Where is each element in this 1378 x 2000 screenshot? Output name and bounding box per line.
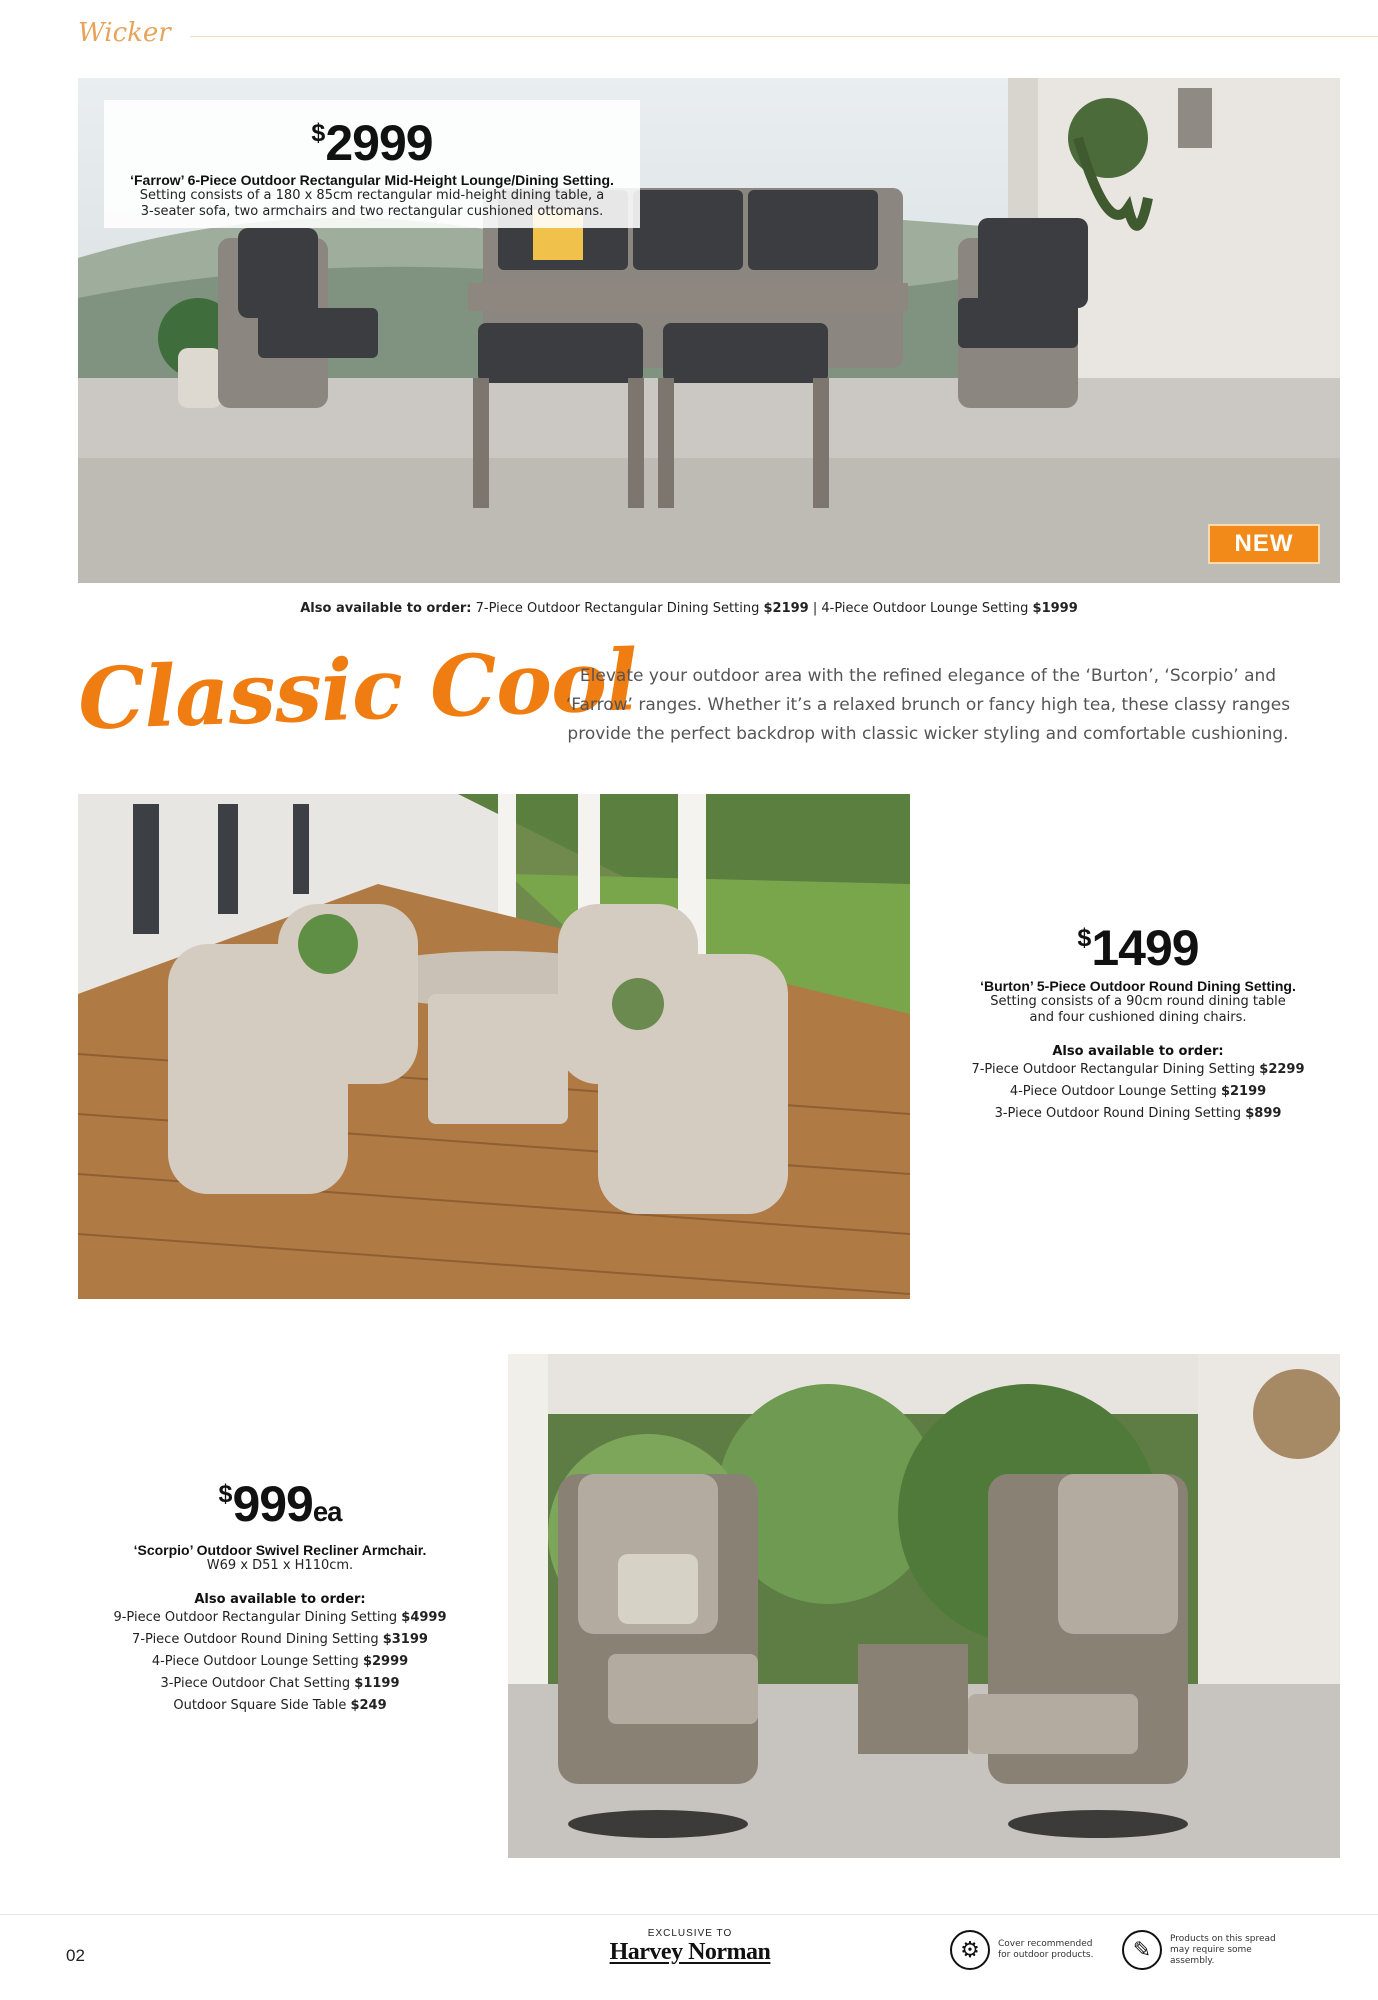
burton-also-item-name: 4-Piece Outdoor Lounge Setting (1009, 1083, 1217, 1099)
brand-logo: Harvey Norman (609, 1939, 771, 1965)
burton-price (950, 912, 1326, 974)
scorpio-price (90, 1468, 470, 1538)
hero-desc-line-1: Setting consists of a 180 x 85cm rectangular mid-height dining table, a (139, 187, 605, 203)
page-number: 02 (66, 1946, 85, 1965)
assembly-note-text (1170, 1934, 1290, 1967)
cover-note-text (998, 1939, 1118, 1961)
burton-photo (78, 794, 910, 1299)
scorpio-price-amount: 999 (232, 1475, 313, 1532)
burton-also-item (950, 1081, 1326, 1103)
scorpio-dims: W69 x D51 x H110cm. (206, 1557, 354, 1573)
footer-rule (0, 1914, 1378, 1915)
scorpio-also-item (90, 1629, 470, 1651)
scorpio-also-item (90, 1673, 470, 1695)
burton-desc-line-1: Setting consists of a 90cm round dining table (990, 993, 1286, 1009)
assembly-note-line-2: may require some assembly. (1170, 1944, 1252, 1966)
assembly-note (1122, 1930, 1290, 1970)
section-rule (190, 36, 1378, 37)
section-tag: Wicker (78, 18, 171, 48)
new-badge: NEW (1208, 524, 1320, 564)
scorpio-info (90, 1468, 470, 1717)
burton-also-item-price: $2199 (1220, 1083, 1267, 1099)
hero-price-card (104, 100, 640, 228)
cover-note (950, 1930, 1118, 1970)
burton-also-item-price: $2299 (1259, 1061, 1305, 1077)
scorpio-also-item-name: 7-Piece Outdoor Round Dining Setting (132, 1631, 379, 1647)
burton-price-amount: 1499 (1091, 919, 1199, 976)
headline: Classic Cool (76, 630, 639, 749)
hero-price-currency: $ (311, 119, 325, 147)
scorpio-price-suffix: ea (312, 1495, 342, 1527)
intro-line-1: Elevate your outdoor area with the refined elegance of the ‘Burton’, ‘Scorpio’ and (579, 666, 1277, 686)
burton-also-item-price: $899 (1245, 1105, 1282, 1121)
burton-price-currency: $ (1077, 924, 1091, 952)
hero-also-price-1: $2199 (763, 601, 809, 616)
burton-also-item-name: 7-Piece Outdoor Rectangular Dining Setting (971, 1061, 1256, 1077)
hero-desc-line-2: 3-seater sofa, two armchairs and two rectangular cushioned ottomans. (140, 203, 604, 219)
scorpio-also-item-name: 3-Piece Outdoor Chat Setting (160, 1675, 351, 1691)
scorpio-product-title: ‘Scorpio’ Outdoor Swivel Recliner Armchair. (133, 1541, 427, 1558)
exclusive-label: EXCLUSIVE TO (647, 1928, 733, 1939)
scorpio-also-item (90, 1607, 470, 1629)
assembly-note-line-1: Products on this spread (1170, 1933, 1276, 1944)
burton-also-item (950, 1059, 1326, 1081)
cover-note-line-1: Cover recommended (998, 1939, 1093, 1949)
scorpio-also-item-name: Outdoor Square Side Table (173, 1697, 347, 1713)
hero-price-amount: 2999 (325, 114, 433, 171)
scorpio-also-item-price: $249 (350, 1697, 387, 1713)
scorpio-also-item-price: $4999 (401, 1609, 447, 1625)
scorpio-also-item-price: $2999 (362, 1653, 409, 1669)
scorpio-also-item-price: $3199 (382, 1631, 428, 1647)
hero-also-label: Also available to order: (300, 601, 472, 616)
scorpio-also-label: Also available to order: (194, 1591, 366, 1607)
scorpio-also-item (90, 1695, 470, 1717)
scorpio-photo (508, 1354, 1340, 1858)
gear-icon: ⚙ (950, 1930, 990, 1970)
intro-line-3: provide the perfect backdrop with classic wicker styling and comfortable cushioning. (567, 724, 1289, 744)
burton-also-label: Also available to order: (1052, 1043, 1224, 1059)
hero-also-price-2: $1999 (1032, 601, 1078, 616)
exclusive-to-brand (590, 1928, 790, 1966)
burton-also-item (950, 1103, 1326, 1125)
scorpio-also-item (90, 1651, 470, 1673)
burton-desc-line-2: and four cushioned dining chairs. (1029, 1009, 1247, 1025)
hero-also-available (0, 601, 1378, 616)
burton-also-list (950, 1059, 1326, 1125)
hero-also-separator: | (812, 601, 818, 616)
scorpio-also-item-name: 4-Piece Outdoor Lounge Setting (151, 1653, 359, 1669)
cover-note-line-2: for outdoor products. (998, 1950, 1094, 1960)
scorpio-also-item-name: 9-Piece Outdoor Rectangular Dining Setting (113, 1609, 398, 1625)
hero-price (104, 108, 640, 171)
hero-also-item-2: 4-Piece Outdoor Lounge Setting (821, 601, 1029, 616)
burton-product-title: ‘Burton’ 5-Piece Outdoor Round Dining Setting. (980, 977, 1296, 994)
scorpio-also-list (90, 1607, 470, 1717)
burton-info (950, 912, 1326, 1125)
burton-also-item-name: 3-Piece Outdoor Round Dining Setting (994, 1105, 1242, 1121)
intro-line-2: ‘Farrow’ ranges. Whether it’s a relaxed brunch or fancy high tea, these classy ranges (565, 695, 1291, 715)
intro-text (528, 662, 1328, 749)
scorpio-price-currency: $ (218, 1480, 232, 1508)
scorpio-also-item-price: $1199 (354, 1675, 400, 1691)
hero-product-title: ‘Farrow’ 6-Piece Outdoor Rectangular Mid-Height Lounge/Dining Setting. (130, 171, 614, 188)
screwdriver-icon: ✎ (1122, 1930, 1162, 1970)
hero-also-item-1: 7-Piece Outdoor Rectangular Dining Setting (475, 601, 760, 616)
